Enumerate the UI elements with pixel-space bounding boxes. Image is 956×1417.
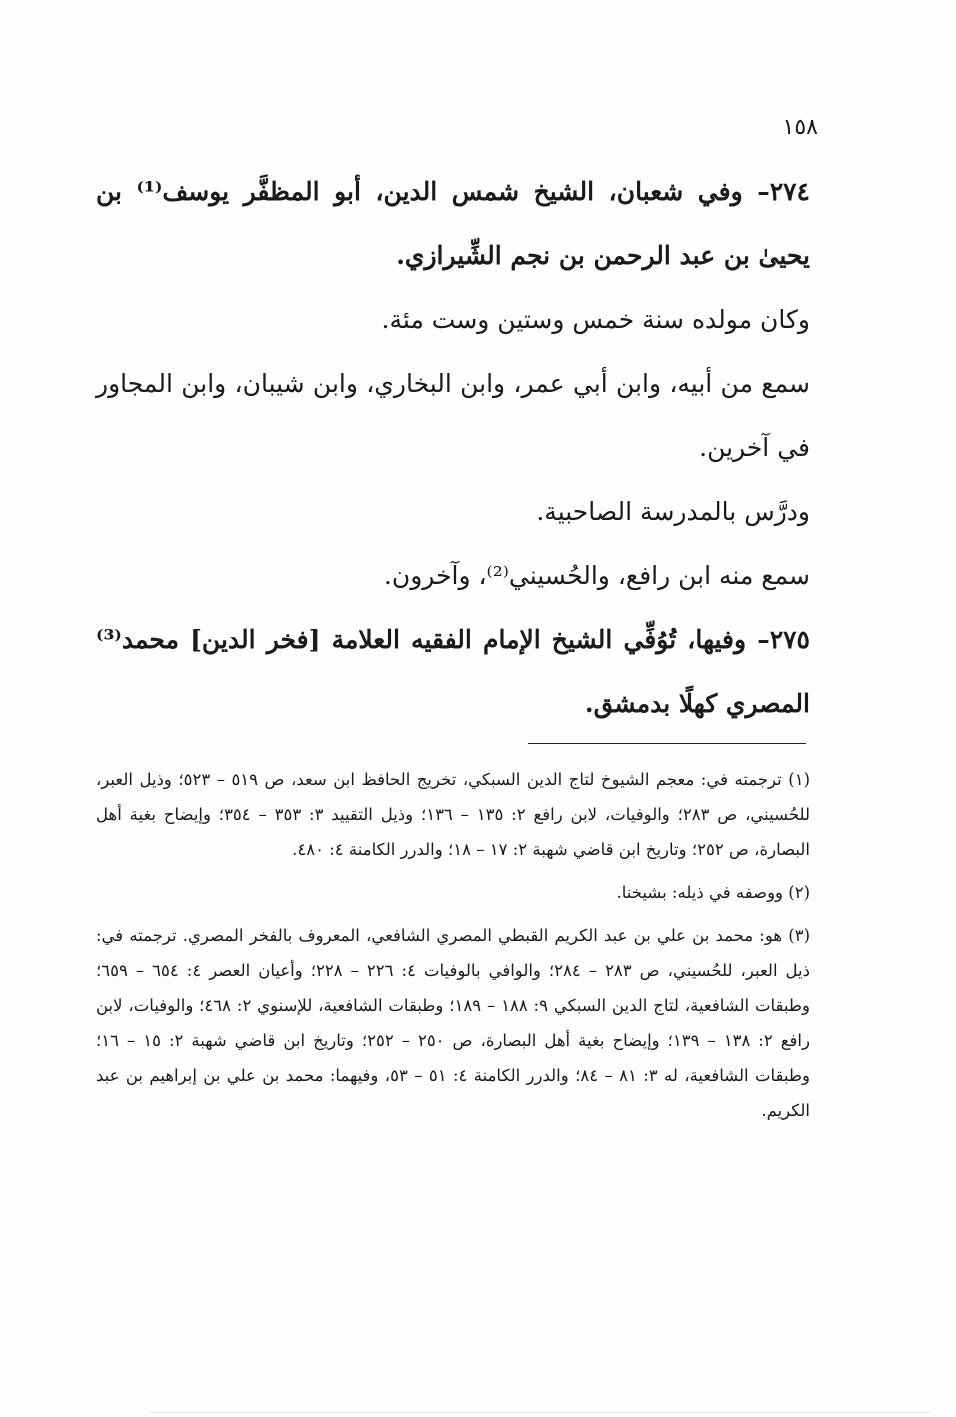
footnotes [96,762,810,1128]
teaching-paragraph: ودرَّس بالمدرسة الصاحبية. [536,497,810,526]
page-edge-line [150,1412,930,1413]
entry-274-heading: ٢٧٤– وفي شعبان، الشيخ شمس الدين، أبو المظفَّر يوسف⁽¹⁾ بن يحيىٰ بن عبد الرحمن بن نجم الشِّيرازي. [96,177,810,270]
birth-paragraph: وكان مولده سنة خمس وستين وست مئة. [381,305,810,334]
footnote-separator [528,743,806,744]
students-paragraph: سمع منه ابن رافع، والحُسيني⁽²⁾، وآخرون. [383,561,810,590]
footnote-1: (١) ترجمته في: معجم الشيوخ لتاج الدين السبكي، تخريج الحافظ ابن سعد، ص ٥١٩ – ٥٢٣؛ وذيل العبر، للحُسيني، ص ٢٨٣؛ والوفيات، لابن رافع ٢: ١٣٥ – ١٣٦؛ وذيل التقييد ٣: ٣٥٣ – ٣٥٤؛ وإيضاح بغية أهل البصارة، ص ٢٥٢؛ وتاريخ ابن قاضي شهبة ٢: ١٧ – ١٨؛ والدرر الكامنة ٤: ٤٨٠. [96,770,810,859]
teachers-paragraph: سمع من أبيه، وابن أبي عمر، وابن البخاري، وابن شيبان، وابن المجاور في آخرين. [96,369,810,462]
entry-275-heading: ٢٧٥– وفيها، تُوُفِّي الشيخ الإمام الفقيه العلامة [فخر الدين] محمد⁽³⁾ المصري كهلًا بدمشق. [96,625,810,718]
main-text [96,160,810,736]
page-number: ١٥٨ [782,115,818,140]
footnote-3: (٣) هو: محمد بن علي بن عبد الكريم القبطي المصري الشافعي، المعروف بالفخر المصري. ترجمته في: ذيل العبر، للحُسيني، ص ٢٨٣ – ٢٨٤؛ والوافي بالوفيات ٤: ٢٢٦ – ٢٢٨؛ وأعيان العصر ٤: ٦٥٤ – ٦٥٩؛ وطبقات الشافعية، لتاج الدين السبكي ٩: ١٨٨ – ١٨٩؛ وطبقات الشافعية، للإسنوي ٢: ٤٦٨؛ والوفيات، لابن رافع ٢: ١٣٨ – ١٣٩؛ وإيضاح بغية أهل البصارة، ص ٢٥٠ – ٢٥٢؛ وتاريخ ابن قاضي شهبة ٢: ١٥ – ١٦؛ وطبقات الشافعية، له ٣: ٨١ – ٨٤؛ والدرر الكامنة ٤: ٥١ – ٥٣، وفيهما: محمد بن علي بن إبراهيم بن عبد الكريم. [96,926,810,1120]
footnote-2: (٢) ووصفه في ذيله: بشيخنا. [616,883,810,902]
